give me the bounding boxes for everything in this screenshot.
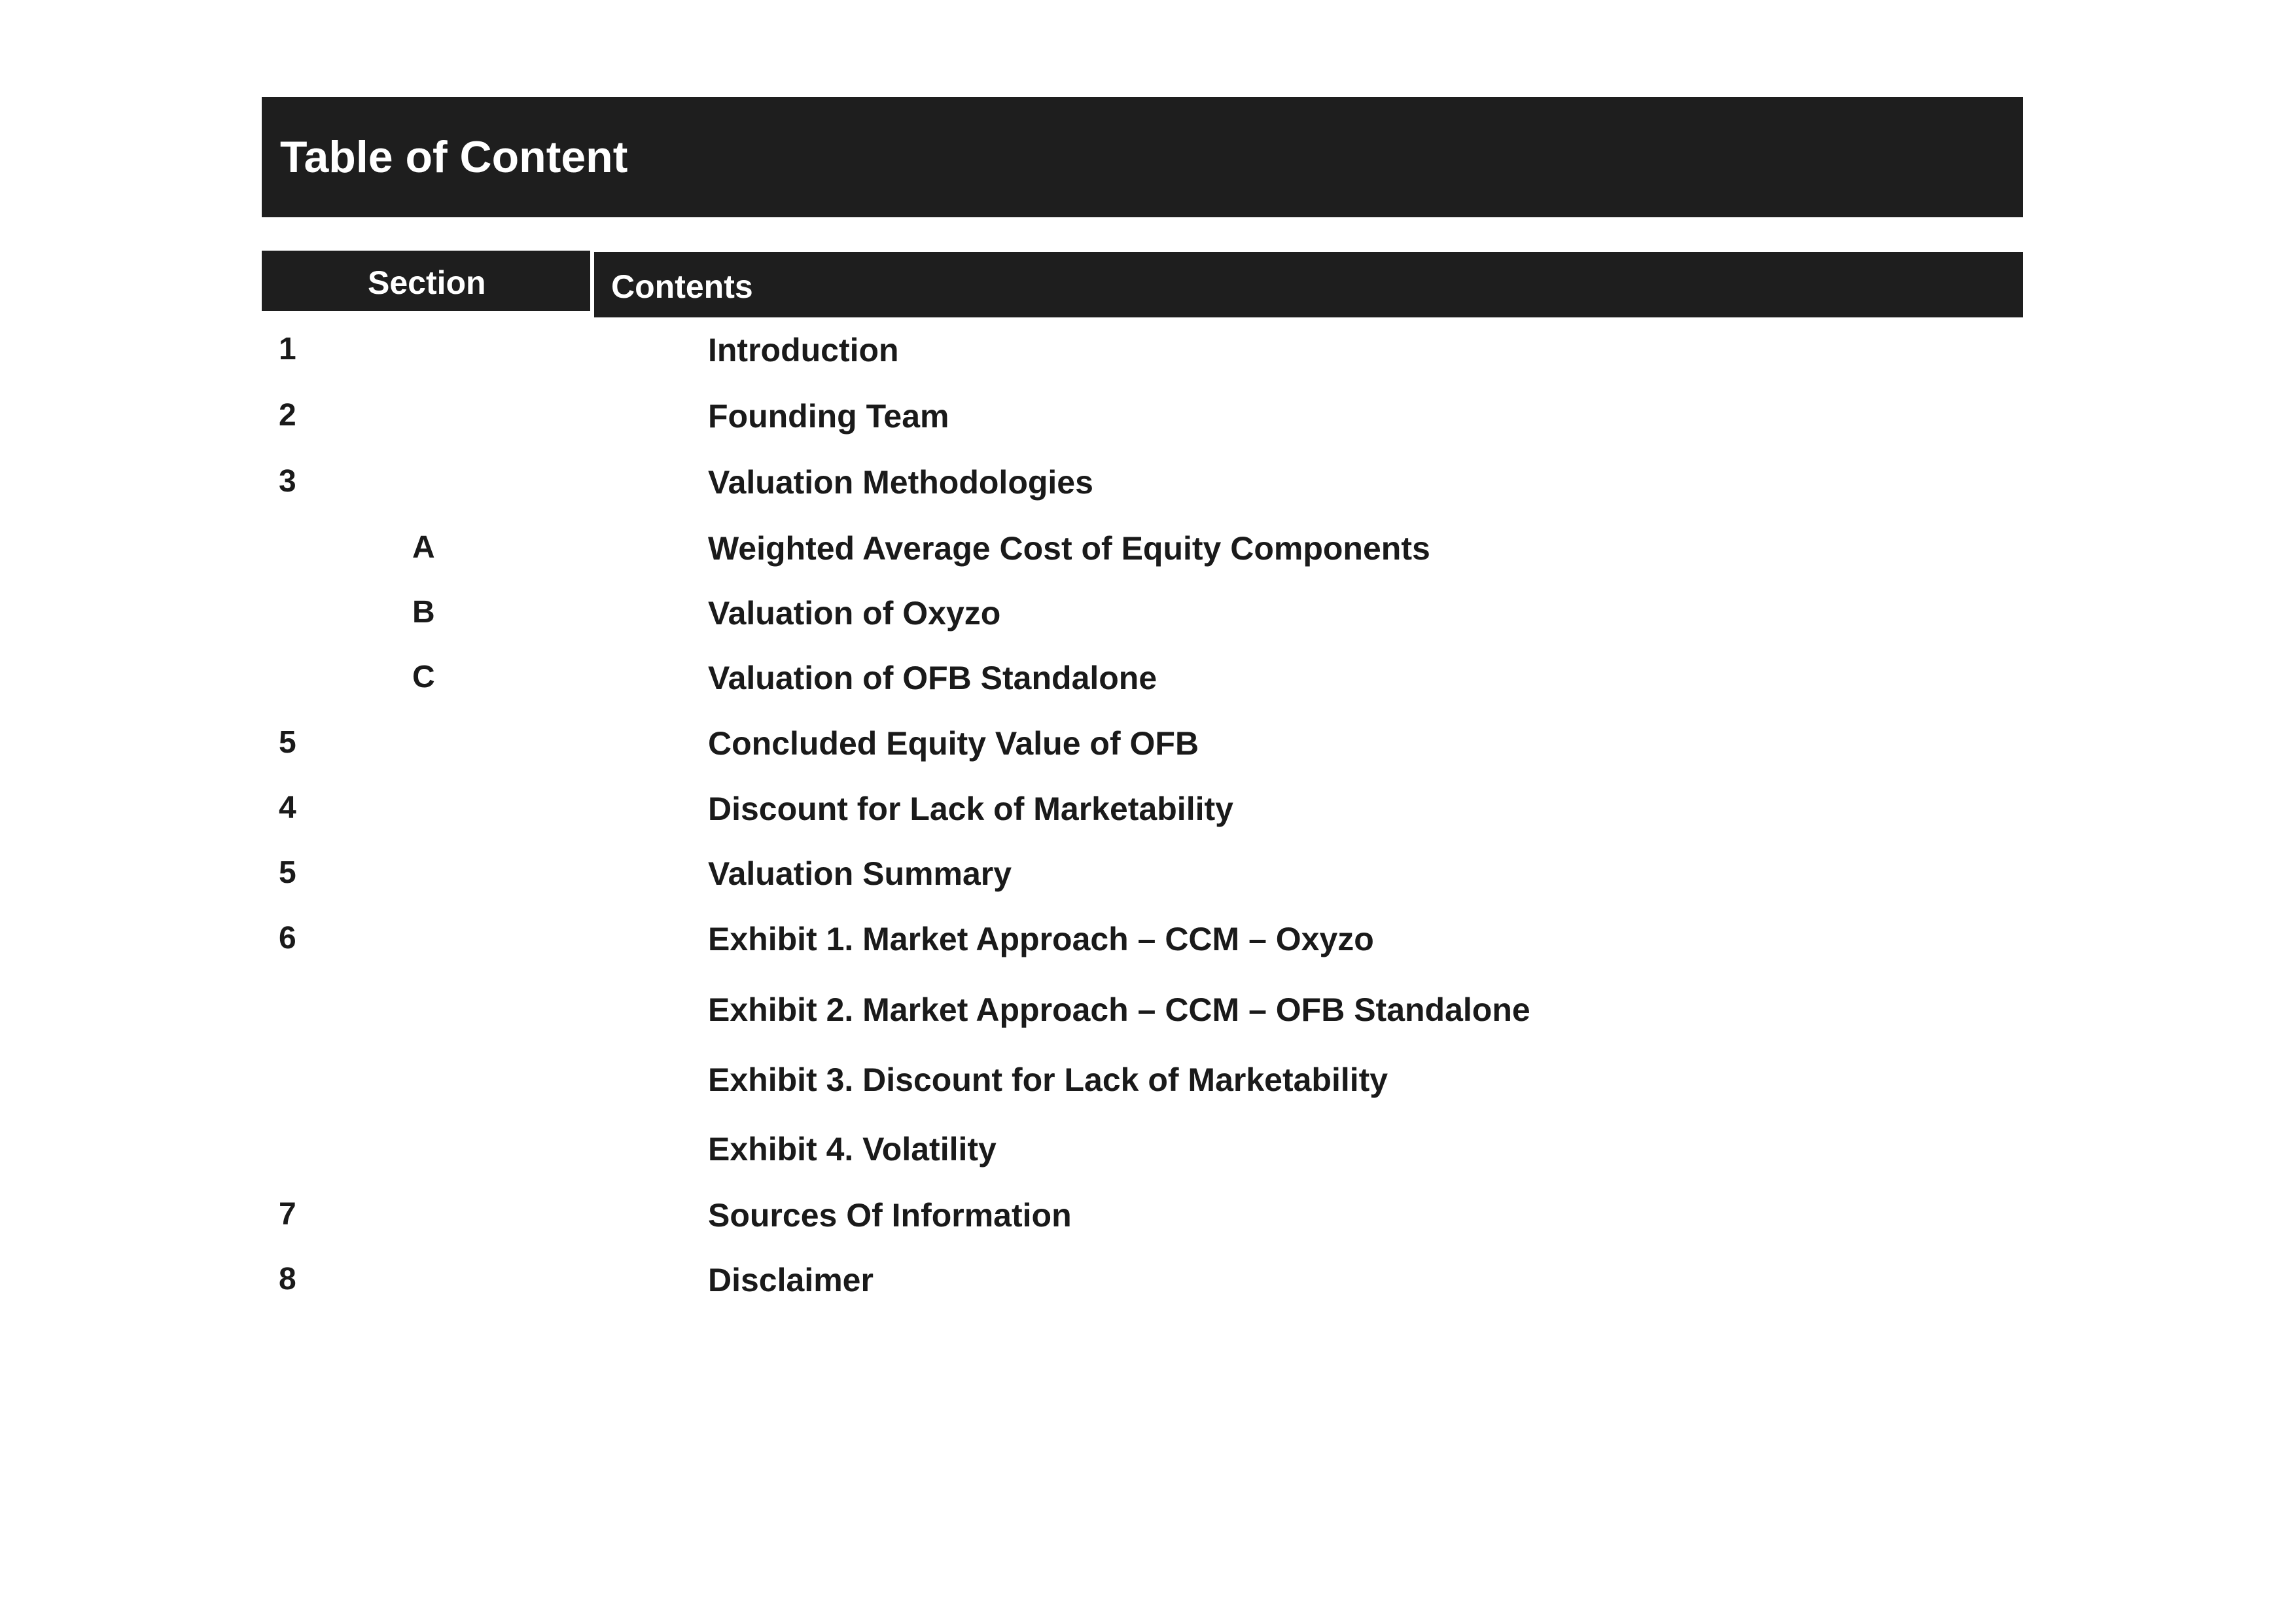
toc-row [262,529,2023,575]
toc-section-number: 5 [279,855,296,890]
toc-section-number: 5 [279,725,296,760]
header-section-label: Section [368,264,486,301]
toc-row [262,1260,2023,1306]
toc-row [262,1196,2023,1241]
toc-content-title: Sources Of Information [708,1197,1072,1234]
toc-subsection-letter: C [412,660,435,694]
toc-content-title: Discount for Lack of Marketability [708,791,1233,827]
toc-content-title: Valuation of OFB Standalone [708,660,1157,696]
toc-content-title: Concluded Equity Value of OFB [708,725,1199,762]
toc-subsection-letter: A [412,530,435,565]
toc-section-number: 4 [279,791,296,825]
header-contents-label: Contents [611,268,753,305]
toc-content-title: Exhibit 1. Market Approach – CCM – Oxyzo [708,921,1374,957]
toc-section-number: 2 [279,398,296,433]
header-section-cell [262,251,590,311]
toc-row [262,330,2023,376]
toc-row [262,789,2023,835]
header-contents-cell [594,252,2023,317]
toc-row [262,990,2023,1036]
page-title: Table of Content [280,132,628,182]
toc-content-title: Exhibit 3. Discount for Lack of Marketability [708,1061,1388,1098]
toc-row [262,1130,2023,1175]
toc-content-title: Founding Team [708,398,949,435]
toc-section-number: 3 [279,464,296,499]
toc-section-number: 6 [279,921,296,955]
toc-row [262,854,2023,900]
toc-subsection-letter: B [412,595,435,630]
toc-content-title: Exhibit 4. Volatility [708,1131,997,1168]
toc-row [262,919,2023,965]
title-bar [262,97,2023,217]
toc-row [262,724,2023,770]
toc-row [262,463,2023,508]
toc-section-number: 7 [279,1197,296,1232]
toc-content-title: Valuation Methodologies [708,464,1093,501]
toc-content-title: Exhibit 2. Market Approach – CCM – OFB Standalone [708,991,1530,1028]
toc-section-number: 1 [279,332,296,366]
toc-row [262,658,2023,704]
toc-content-title: Weighted Average Cost of Equity Components [708,530,1430,567]
toc-section-number: 8 [279,1262,296,1296]
toc-content-title: Valuation Summary [708,855,1012,892]
toc-row [262,397,2023,442]
toc-row [262,594,2023,639]
table-header [262,251,2023,319]
toc-content-title: Introduction [708,332,899,368]
toc-content-title: Valuation of Oxyzo [708,595,1001,632]
toc-row [262,1060,2023,1106]
toc-content-title: Disclaimer [708,1262,874,1298]
